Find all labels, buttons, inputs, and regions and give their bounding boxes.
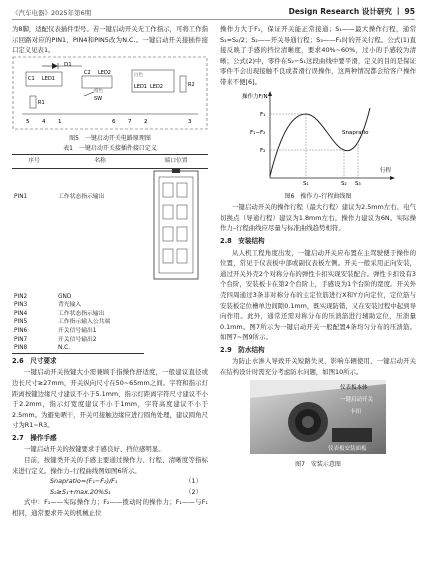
section-2-9-heading: 2.9 防水结构: [220, 345, 265, 354]
pin-number: PIN8: [12, 344, 56, 353]
connector-pin-cell: [163, 205, 173, 219]
figure-7-installation-photo: [220, 378, 416, 456]
section-2-7-heading: 2.7 操作手感: [12, 433, 57, 442]
led-orange-label: LED2: [150, 83, 163, 90]
pin-name: 开关信号输出1: [58, 327, 97, 334]
paragraph-intro: 为8脚，适配仪表插件型号。若一键启动开关无工作指示，可将工作指示回路对应的PIN1、PIN4和PIN5改为N.C.。一键启动开关接插件接口定义见表1。: [12, 25, 208, 55]
s3-label: S₃: [355, 180, 361, 187]
switch-label: 一键启动开关: [340, 396, 374, 403]
pin-number: PIN5: [14, 319, 28, 326]
mounting-panel-label: 仪表板安装面板: [328, 445, 367, 452]
section-header-page-number: Design Research 设计研究 丨 95: [288, 7, 415, 16]
pin-number-label: 5: [26, 118, 30, 125]
dashboard-body-label: 仪表板本体: [340, 384, 368, 391]
figure-7-caption: 图7 安装示意图: [295, 461, 341, 469]
paragraph-force-definition: 操作力大于F₁，保证开关能正常接通；S₁——最大操作行程，通常S₁≈S₂/2；S₂——开关导通行程；S₃——F₁时的开关行程。公式(1)直接反映了手感的挡位清晰度，要求40%~60%，过小的手感较为清晰；公式(2)中，零件在S₂−S₁这段曲线中要平滑，定义的目的是保证零件不会出现接触不良或者滑行误操作，这两种情况都会给客户操作带来不便[6]。: [220, 25, 416, 86]
pin-name: 开关信号输出2: [58, 336, 97, 343]
pin-number: PIN4: [14, 310, 28, 317]
connector-pin-cell: [177, 183, 187, 197]
table-header-index: 序号: [12, 155, 56, 169]
table-row: [12, 293, 208, 302]
connector-pin-cell: [177, 227, 187, 241]
f2-label: F₂: [260, 147, 266, 154]
table-row: [12, 344, 208, 353]
pin-number-label: 2: [144, 118, 148, 125]
pin-name: 工作指示输入公共端: [58, 319, 111, 326]
y-axis-label: 操作力F/N: [242, 93, 268, 100]
figure-5-caption: 图5 一键启动开关电路原理图: [69, 135, 151, 143]
table-row: [12, 327, 208, 336]
resistor-r2-symbol: [180, 76, 186, 92]
snapratio-label: Snapratio: [342, 129, 369, 136]
pin-number-label: 4: [42, 118, 46, 125]
pin-number: PIN1: [14, 194, 28, 201]
pin-name: 背光输入: [58, 302, 82, 309]
equation-1: [12, 476, 208, 487]
right-column: [220, 24, 416, 470]
equation-1-number: （1）: [185, 477, 202, 486]
paragraph-feel-b: 目前，按键类开关的手感主要通过操作力、行程、清晰度等指标来进行定义。操作力–行程曲线图如图6所示。: [12, 456, 208, 475]
table-header-name: 名称: [56, 155, 144, 169]
white-label: 白色: [134, 72, 143, 78]
resistor-r1-label: R1: [38, 99, 45, 106]
connector-pin-cell: [177, 205, 187, 219]
paragraph-travel-recommendation: 一键启动开关的操作行程（最大行程）建议为2.5mm左右、电气切换点（导通行程）建议为1.8mm左右，操作力建议为6N。实际操作力–行程曲线应尽量与标准曲线趋势相符。: [220, 203, 416, 233]
equation-2-number: （2）: [185, 487, 202, 496]
f1-label: F₁: [260, 111, 266, 118]
paragraph-mounting-structure: 从人机工程角度出发，一键启动开关应布置在主驾驶便于操作的位置，常见于仪表板中部或副仪表板左侧。开关一般采用正向安装，通过开关外壳2个对称分布的弹性卡扣实现安装配合。弹性卡扣设有3个台阶，安装板卡在第2个台阶上，手感设为1个台阶的宽度。开关外壳四周通过3条非对称分布的主定位筋进行X和Y方向定位，定位筋与安装板定位槽单边间隙0.1mm，既实现防错，又在安装过程中起到导向作用。此外，通常还需对称分布的压溃筋进行辅助定位，压溃量0.1mm。图7所示为一键启动开关一般配置4条均匀分布的压溃筋。如图7~图9所示。: [220, 248, 416, 342]
table-header-port-position: 端口位置: [144, 155, 208, 169]
capacitor-c2-label: C2: [84, 69, 91, 76]
pin-number-label: 1: [58, 118, 62, 125]
pin-definition-table: [12, 154, 208, 353]
pin-number: PIN2: [14, 293, 28, 300]
pin-number-label: 7: [128, 118, 132, 125]
connector-pin-cell: [163, 183, 173, 197]
section-2-8-heading: 2.8 安装结构: [220, 236, 265, 245]
pin-number: PIN3: [14, 302, 28, 309]
capacitor-c1-label: C1: [28, 75, 35, 82]
resistor-r1-symbol: [30, 96, 36, 108]
paragraph-equation-notes: 式中：F₁——实际操作力；F₂——拨动时的操作力；F₁——与F₁相同，通常要求开关的机械止位: [12, 498, 208, 518]
pin-name: 工作状态指示输出: [58, 310, 105, 317]
connector-pin-cell: [163, 249, 173, 263]
table-row: [12, 318, 208, 327]
x-axis-label: 行程: [380, 167, 392, 174]
paragraph-waterproof-structure: 为防止水渗入导致开关短路失灵，影响车辆使用，一键启动开关在结构设计时需充分考虑防水问题，如图10所示。: [220, 357, 416, 377]
diode-d1-label: D1: [64, 61, 72, 68]
table-row: [12, 336, 208, 345]
table-row: [12, 301, 208, 310]
equation-1-body: Snapratio=(F₁−F₂)/F₁: [50, 477, 118, 486]
equation-2: [12, 487, 208, 498]
pin-number: PIN7: [14, 336, 28, 343]
pin-number: PIN6: [14, 327, 28, 334]
led2-label: LED2: [98, 69, 111, 76]
s1-label: S₁: [303, 180, 309, 187]
led1-label: LED1: [42, 75, 55, 82]
paragraph-feel-a: 一键启动开关的按键要求手感良好、挡位感明显。: [24, 445, 165, 454]
orange-label: 橙色: [94, 88, 103, 94]
connector-port-diagram: [146, 169, 206, 289]
equation-2-body: S₂≥S₁+max.20%S₁: [50, 487, 111, 496]
pin-name: N.C.: [56, 344, 144, 353]
pin-number-label: 6: [112, 118, 116, 125]
connector-pin-cell: [177, 249, 187, 263]
s2-label: S₂: [341, 180, 347, 187]
connector-pin-cell: [163, 227, 173, 241]
table-row: [12, 310, 208, 319]
paragraph-size-requirements: 一键启动开关按键大小需兼顾手指操作舒适度，一般建议直径或边长尺寸≥27mm，开关纵向尺寸在50~65mm之间。字符和指示灯距离按键边缘尺寸建议不小于5.1mm，指示灯距离字符尺寸建议不小于2.2mm，指示灯宽度建议不小于1mm，字符高度建议不小于2.5mm。为避免晒干，开关可接触边缘应进行圆角处理，建议圆角尺寸为R1~R3。: [12, 368, 208, 430]
switch-sw-label: SW: [94, 95, 103, 102]
figure-6-caption: 图6 操作力–行程曲线图: [284, 193, 352, 201]
figure-5-circuit-diagram: [12, 56, 208, 130]
table-row: [12, 168, 208, 226]
diode-d1-symbol: [52, 63, 58, 69]
pin-name: 工作状态指示输出: [58, 194, 105, 201]
journal-header: 《汽车电器》2025年第6期: [12, 9, 92, 17]
clip-label: 卡扣: [350, 408, 362, 415]
figure-6-force-travel-curve: [220, 88, 416, 188]
table-1-caption: 表1 一键启动开关接插件接口定义: [63, 145, 157, 153]
header-divider: [12, 19, 415, 20]
section-2-6-heading: 2.6 尺寸要求: [12, 356, 57, 365]
left-column: [12, 24, 208, 519]
pin-name: GND: [58, 293, 72, 300]
f1-minus-f2-label: F₁−F₂: [250, 129, 266, 136]
resistor-r2-label: R2: [188, 81, 195, 88]
pin-number-label: 3: [188, 118, 192, 125]
led-white-label: LED1: [134, 83, 147, 90]
